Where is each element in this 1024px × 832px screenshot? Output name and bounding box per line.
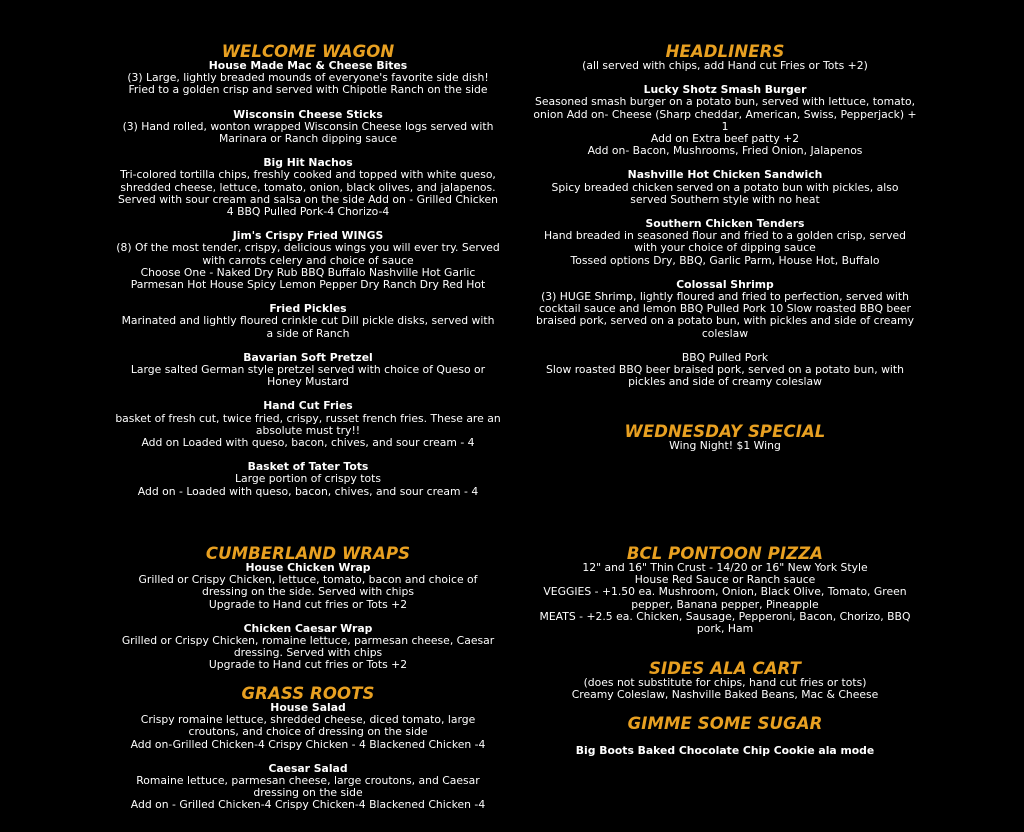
item-desc: Honey Mustard xyxy=(267,375,349,389)
item-desc: absolute must try!! xyxy=(255,423,361,437)
section-gimme-some-sugar xyxy=(516,715,934,757)
menu-item-tater-tots xyxy=(100,461,516,498)
menu-item-chicken-tenders xyxy=(516,218,934,267)
section-cumberland-wraps xyxy=(100,545,516,672)
item-name: House Salad xyxy=(270,701,346,714)
menu-item-hand-cut-fries xyxy=(100,400,516,449)
item-desc: 1 xyxy=(721,119,729,133)
section-title: WELCOME WAGON xyxy=(221,42,395,61)
section-title: CUMBERLAND WRAPS xyxy=(205,544,411,563)
item-desc: a side of Ranch xyxy=(266,326,350,340)
pizza-desc: MEATS - +2.5 ea. Chicken, Sausage, Pepperoni, Bacon, Chorizo, BBQ xyxy=(539,609,911,623)
item-desc: Marinara or Ranch dipping sauce xyxy=(218,132,398,146)
item-name: House Chicken Wrap xyxy=(245,561,371,574)
section-title: WEDNESDAY SPECIAL xyxy=(624,422,826,441)
section-welcome-wagon xyxy=(100,43,516,498)
item-name: Fried Pickles xyxy=(269,302,347,316)
item-desc: Add on - Grilled Chicken-4 Crispy Chicken-4 Blackened Chicken -4 xyxy=(130,798,486,812)
menu-item-bbq-pulled-pork xyxy=(516,352,934,389)
dessert-item: Big Boots Baked Chocolate Chip Cookie ala mode xyxy=(575,744,875,757)
item-desc: Add on Extra beef patty +2 xyxy=(650,132,800,146)
menu-item-cheese-sticks xyxy=(100,109,516,146)
item-desc: (3) Large, lightly breaded mounds of everyone's favorite side dish! xyxy=(127,71,489,85)
special-desc: Wing Night! $1 Wing xyxy=(669,439,781,452)
item-name: Hand Cut Fries xyxy=(263,399,353,413)
item-name: Big Hit Nachos xyxy=(263,156,353,170)
item-desc: with carrots celery and choice of sauce xyxy=(202,253,414,267)
item-desc: dressing on the side. Served with chips xyxy=(202,585,414,599)
item-name: Nashville Hot Chicken Sandwich xyxy=(627,168,823,182)
menu-item-nashville-hot-chicken xyxy=(516,169,934,206)
item-desc: Spicy breaded chicken served on a potato bun with pickles, also xyxy=(551,180,899,194)
section-sides-ala-cart xyxy=(516,660,934,701)
menu-item-smash-burger xyxy=(516,84,934,157)
section-grass-roots xyxy=(100,685,516,812)
item-desc: Tossed options Dry, BBQ, Garlic Parm, House Hot, Buffalo xyxy=(570,253,880,267)
section-title: BCL PONTOON PIZZA xyxy=(626,544,824,563)
pizza-desc: pepper, Banana pepper, Pineapple xyxy=(631,597,819,611)
item-desc: (3) Hand rolled, wonton wrapped Wisconsin Cheese logs served with xyxy=(122,119,494,133)
section-wednesday-special xyxy=(516,423,934,452)
item-desc: Upgrade to Hand cut fries or Tots +2 xyxy=(208,658,408,672)
menu-item-wings xyxy=(100,230,516,291)
item-name: Caesar Salad xyxy=(268,761,348,775)
sides-desc: Creamy Coleslaw, Nashville Baked Beans, Mac & Cheese xyxy=(571,688,879,702)
item-desc: (3) HUGE Shrimp, lightly floured and fried to perfection, served with xyxy=(541,290,909,304)
item-desc: Add on Loaded with queso, bacon, chives, and sour cream - 4 xyxy=(141,436,475,450)
pizza-desc: pork, Ham xyxy=(696,622,754,636)
pizza-desc: VEGGIES - +1.50 ea. Mushroom, Onion, Black Olive, Tomato, Green xyxy=(543,585,907,599)
item-name: Southern Chicken Tenders xyxy=(645,217,805,231)
menu-item-house-chicken-wrap xyxy=(100,562,516,611)
item-name: Basket of Tater Tots xyxy=(247,460,369,474)
item-desc: Add on - Loaded with queso, bacon, chives, and sour cream - 4 xyxy=(137,484,479,498)
item-desc: coleslaw xyxy=(701,326,749,340)
item-desc: Add on-Grilled Chicken-4 Crispy Chicken - 4 Blackened Chicken -4 xyxy=(130,737,486,751)
item-desc: served Southern style with no heat xyxy=(630,192,820,206)
item-name: Colossal Shrimp xyxy=(676,277,774,291)
item-desc: shredded cheese, lettuce, tomato, onion, black olives, and jalapenos. xyxy=(120,180,496,194)
item-name: Bavarian Soft Pretzel xyxy=(243,350,373,364)
section-title: HEADLINERS xyxy=(665,42,785,61)
item-desc: Served with sour cream and salsa on the side Add on - Grilled Chicken xyxy=(117,192,499,206)
item-desc: pickles and side of creamy coleslaw xyxy=(628,375,822,389)
menu-item-colossal-shrimp xyxy=(516,279,934,340)
item-desc: Hand breaded in seasoned flour and fried to a golden crisp, served xyxy=(543,229,906,243)
item-desc: Grilled or Crispy Chicken, lettuce, tomato, bacon and choice of xyxy=(138,573,478,587)
menu-item-fried-pickles xyxy=(100,303,516,340)
item-desc: braised pork, served on a potato bun, with pickles and side of creamy xyxy=(536,314,914,328)
item-name: Wisconsin Cheese Sticks xyxy=(233,107,383,121)
section-intro: (all served with chips, add Hand cut Fries or Tots +2) xyxy=(582,59,868,72)
item-desc: Marinated and lightly floured crinkle cut Dill pickle disks, served with xyxy=(121,314,495,328)
item-desc: Crispy romaine lettuce, shredded cheese, diced tomato, large xyxy=(140,713,476,727)
item-desc: 4 BBQ Pulled Pork-4 Chorizo-4 xyxy=(226,205,390,219)
section-pontoon-pizza xyxy=(516,545,934,635)
item-name: Chicken Caesar Wrap xyxy=(243,621,373,635)
item-desc: basket of fresh cut, twice fried, crispy, russet french fries. These are an xyxy=(115,411,501,425)
item-desc: cocktail sauce and lemon BBQ Pulled Pork 10 Slow roasted BBQ beer xyxy=(538,302,911,316)
section-title: GRASS ROOTS xyxy=(241,684,375,703)
item-desc: Grilled or Crispy Chicken, romaine lettuce, parmesan cheese, Caesar xyxy=(121,634,495,648)
item-desc: BBQ Pulled Pork xyxy=(681,350,769,364)
menu-item-mac-cheese-bites xyxy=(100,60,516,97)
menu-item-house-salad xyxy=(100,702,516,751)
menu-item-pretzel xyxy=(100,352,516,389)
item-desc: Large salted German style pretzel served with choice of Queso or xyxy=(130,363,486,377)
item-desc: Tri-colored tortilla chips, freshly cooked and topped with white queso, xyxy=(120,168,496,182)
sides-desc: (does not substitute for chips, hand cut fries or tots) xyxy=(583,676,867,689)
menu-item-nachos xyxy=(100,157,516,218)
item-desc: with your choice of dipping sauce xyxy=(634,241,816,255)
pizza-desc: House Red Sauce or Ranch sauce xyxy=(634,573,816,587)
item-name: Lucky Shotz Smash Burger xyxy=(643,83,807,97)
pizza-desc: 12" and 16" Thin Crust - 14/20 or 16" New York Style xyxy=(582,561,868,574)
item-desc: Slow roasted BBQ beer braised pork, served on a potato bun, with xyxy=(545,363,904,377)
item-desc: croutons, and choice of dressing on the side xyxy=(188,725,428,739)
item-desc: Add on- Bacon, Mushrooms, Fried Onion, Jalapenos xyxy=(587,144,863,158)
item-desc: Upgrade to Hand cut fries or Tots +2 xyxy=(208,597,408,611)
item-desc: dressing. Served with chips xyxy=(233,646,383,660)
item-desc: onion Add on- Cheese (Sharp cheddar, American, Swiss, Pepperjack) + xyxy=(533,107,917,121)
section-title: SIDES ALA CART xyxy=(649,659,801,678)
item-desc: Choose One - Naked Dry Rub BBQ Buffalo Nashville Hot Garlic xyxy=(140,265,476,279)
item-name: House Made Mac & Cheese Bites xyxy=(208,59,408,72)
item-desc: Fried to a golden crisp and served with Chipotle Ranch on the side xyxy=(128,83,488,97)
item-desc: Large portion of crispy tots xyxy=(234,472,382,486)
section-title: GIMME SOME SUGAR xyxy=(627,714,823,733)
menu-item-chicken-caesar-wrap xyxy=(100,623,516,672)
section-headliners xyxy=(516,43,934,388)
item-desc: Seasoned smash burger on a potato bun, served with lettuce, tomato, xyxy=(535,95,915,109)
menu-item-caesar-salad xyxy=(100,763,516,812)
item-desc: dressing on the side xyxy=(253,786,363,800)
item-desc: (8) Of the most tender, crispy, delicious wings you will ever try. Served xyxy=(116,241,500,255)
item-desc: Romaine lettuce, parmesan cheese, large croutons, and Caesar xyxy=(136,774,480,788)
item-name: Jim's Crispy Fried WINGS xyxy=(232,229,384,243)
item-desc: Parmesan Hot House Spicy Lemon Pepper Dry Ranch Dry Red Hot xyxy=(130,278,486,292)
